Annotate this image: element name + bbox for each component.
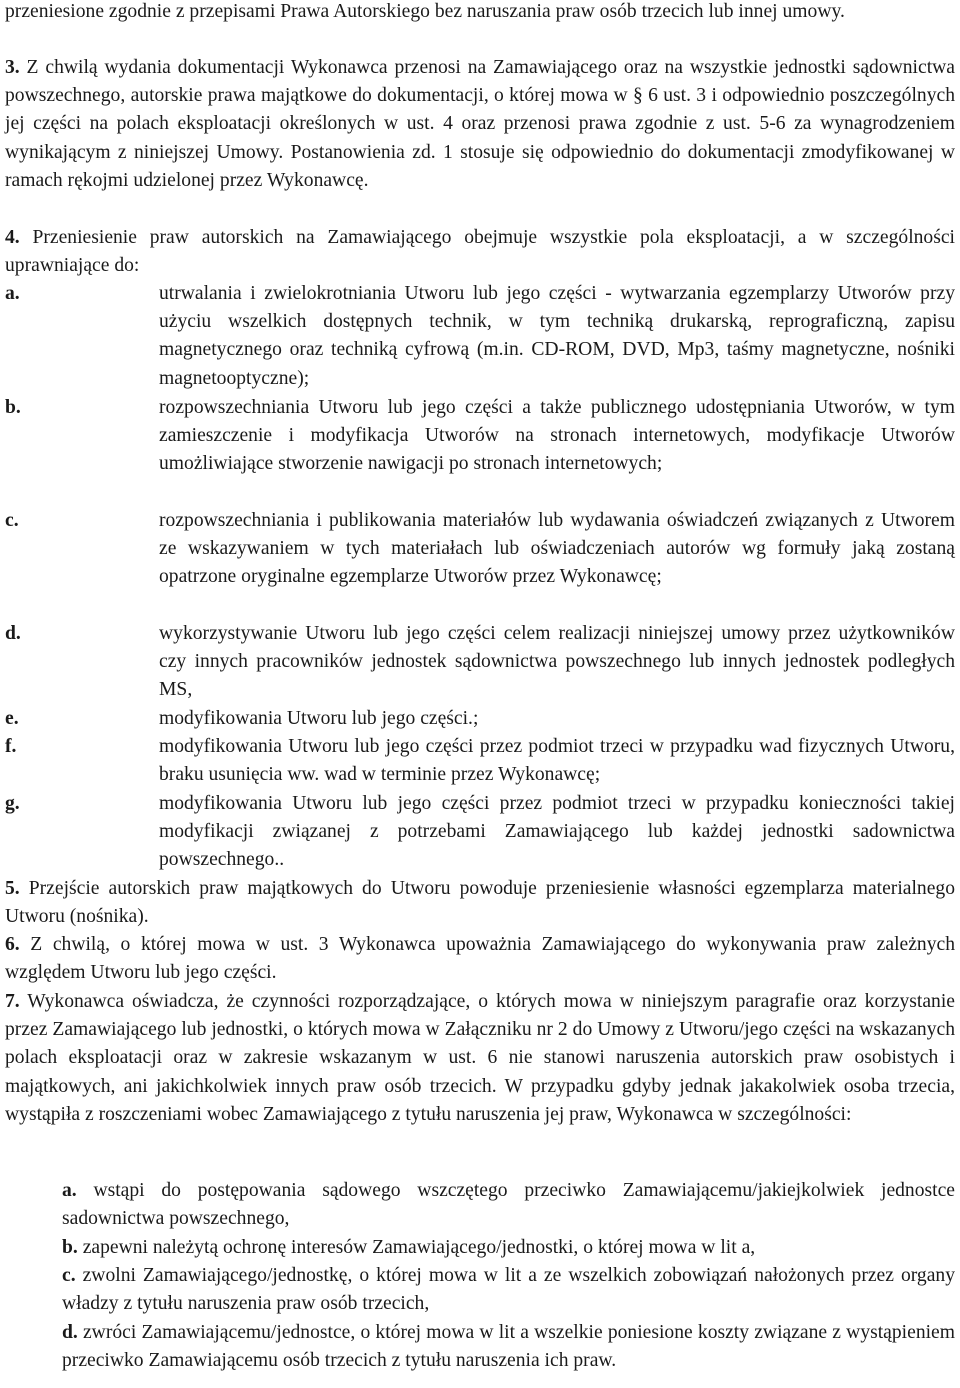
list-label: a. [5,283,20,304]
list-text: zwróci Zamawiającemu/jednostce, o której mowa w lit a wszelkie poniesione koszty związane z wystąpieniem przeciwko Zamawiającemu osób trzecich z tytułu naruszenia ich praw. [62,1321,955,1371]
list-label: f. [5,736,17,757]
list-text: modyfikowania Utworu lub jego części przez podmiot trzeci w przypadku wad fizycznych Utworu, braku usunięcia ww. wad w terminie przez Wykonawcę; [159,736,955,786]
paragraph-number: 4. [5,227,20,248]
paragraph-number: 6. [5,934,20,955]
list-text: rozpowszechniania Utworu lub jego części a także publicznego udostępniania Utworów, w tym zamieszczenie i modyfikacja Utworów na stronach internetowych, modyfikacje Utworów umożliwiające stworzenie nawigacji po stronach internetowych; [159,397,955,475]
list-label: b. [62,1236,78,1258]
paragraph-text: Wykonawca oświadcza, że czynności rozporządzające, o których mowa w niniejszym paragrafie oraz korzystanie przez Zamawiającego lub jednostki, o których mowa w Załączniku nr 2 do Umowy z Utworu/jego części na wskazanych polach eksploatacji oraz w zakresie wskazanym w ust. 6 nie stanowi naruszenia autorskich praw osobistych i majątkowych, ani jakichkolwiek innych praw osób trzecich. W przypadku gdyby jednak jakakolwiek osoba trzecia, wystąpiła z roszczeniami wobec Zamawiającego z tytułu naruszenia jej praw, Wykonawca w szczególności: [5,991,955,1125]
paragraph-number: 5. [5,878,20,899]
list-label: a. [62,1179,77,1201]
paragraph-5 [5,875,955,931]
paragraph-6 [5,931,955,987]
paragraph-3 [5,54,955,195]
paragraph-continuation: przeniesione zgodnie z przepisami Prawa Autorskiego bez naruszania praw osób trzecich lub innej umowy. [5,1,845,22]
list-text: modyfikowania Utworu lub jego części przez podmiot trzeci w przypadku konieczności takiej modyfikacji związanej z potrzebami Zamawiającego lub każdej jednostki sadownictwa powszechnego.. [159,793,955,871]
list-text: wstąpi do postępowania sądowego wszczętego przeciwko Zamawiającemu/jakiejkolwiek jednostce sadownictwa powszechnego, [62,1179,955,1229]
sub-item-d [62,1319,955,1375]
paragraph-number: 7. [5,991,20,1012]
sub-item-b [62,1234,955,1262]
list-text: wykorzystywanie Utworu lub jego części celem realizacji niniejszej umowy przez użytkowników czy innych pracowników jednostek sądownictwa powszechnego lub innych jednostek podległych MS, [159,623,955,701]
list-label: c. [62,1264,76,1286]
list-label: c. [5,510,19,531]
paragraph-7 [5,988,955,1129]
paragraph-text: 6 ust. 3 i odpowiednio poszczególnych jej części na polach eksploatacji określonych w ust. 4 oraz przenosi prawa zgodnie z ust. 5-6 za wynagrodzeniem wynikającym z niniejszej Umowy. Postanowienia zd. 1 stosuje się odpowiednio do dokumentacji zmodyfikowanej w ramach rękojmi udzielonej przez Wykonawcę. [5,85,956,191]
paragraph-4 [5,224,955,280]
list-label: e. [5,708,19,729]
paragraph-number: 3. [5,57,20,78]
list-text: utrwalania i zwielokrotniania Utworu lub jego części - wytwarzania egzemplarzy Utworów przy użyciu wszelkich dostępnych technik, w tym techniką drukarską, reprograficzną, zapisu magnetycznego oraz techniką cyfrową (m.in. CD-ROM, DVD, Mp3, taśmy magnetyczne, nośniki magnetooptyczne); [159,283,955,389]
paragraph-text: Przejście autorskich praw majątkowych do Utworu powoduje przeniesienie własności egzemplarza materialnego Utworu (nośnika). [5,878,955,928]
list-text: rozpowszechniania i publikowania materiałów lub wydawania oświadczeń związanych z Utworem ze wskazywaniem w tych materiałach lub oświadczeniach autorów wg formuły jaką zostaną opatrzone oryginalne egzemplarze Utworów przez Wykonawcę; [159,510,955,588]
list-label: d. [5,623,21,644]
list-text: zwolni Zamawiającego/jednostkę, o której mowa w lit a ze wszelkich zobowiązań nałożonych przez organy władzy z tytułu naruszenia praw osób trzecich, [62,1264,955,1314]
list-label: g. [5,793,20,814]
list-text: zapewni należytą ochronę interesów Zamawiającego/jednostki, o której mowa w lit a, [77,1236,756,1258]
sub-item-c [62,1262,955,1318]
paragraph-text: Z chwilą wydania dokumentacji Wykonawca przenosi na Zamawiającego oraz na wszystkie jednostki sądownictwa powszechnego, autorskie prawa majątkowe do dokumentacji, o której mowa w [5,57,955,107]
section-symbol: § [632,85,643,107]
list-label: b. [5,397,21,418]
list-label: d. [62,1321,78,1343]
paragraph-text: Z chwilą, o której mowa w ust. 3 Wykonawca upoważnia Zamawiającego do wykonywania praw zależnych względem Utworu lub jego części. [5,934,955,984]
list-text: modyfikowania Utworu lub jego części.; [159,708,479,729]
sub-item-a [62,1177,955,1233]
paragraph-text: Przeniesienie praw autorskich na Zamawiającego obejmuje wszystkie pola eksploatacji, a w szczególności uprawniające do: [5,227,955,277]
